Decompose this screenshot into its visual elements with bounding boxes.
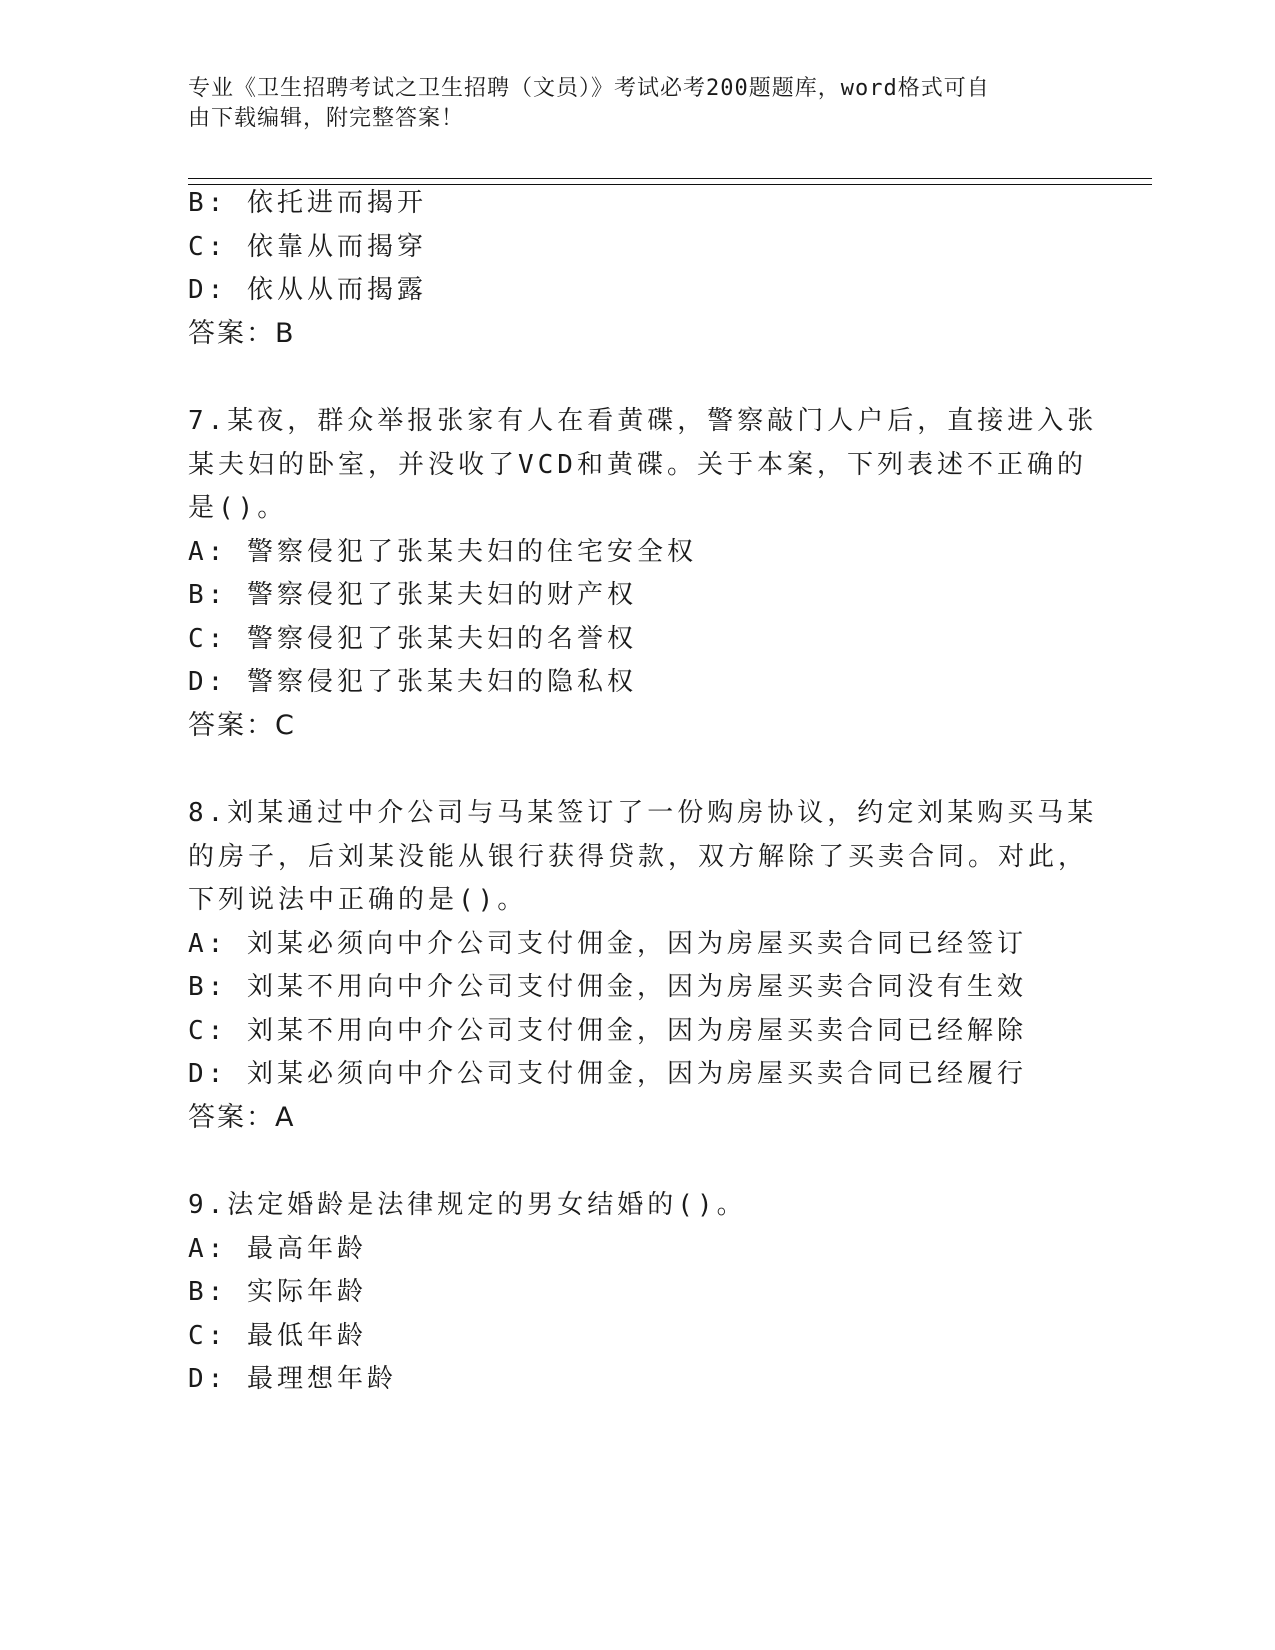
q8-stem-line-2: 的房子，后刘某没能从银行获得贷款，双方解除了买卖合同。对此， bbox=[188, 842, 1089, 872]
q8-stem-line-3: 下列说法中正确的是()。 bbox=[188, 885, 528, 915]
q6-answer: 答案：B bbox=[188, 318, 296, 349]
document-header bbox=[188, 74, 1068, 134]
q7-option-a: A: 警察侵犯了张某夫妇的住宅安全权 bbox=[188, 537, 697, 567]
q9-option-d: D: 最理想年龄 bbox=[188, 1364, 397, 1394]
q7-option-c: C: 警察侵犯了张某夫妇的名誉权 bbox=[188, 624, 637, 654]
q9-option-c: C: 最低年龄 bbox=[188, 1321, 367, 1351]
header-line-1: 专业《卫生招聘考试之卫生招聘（文员）》考试必考200题题库，word格式可自 bbox=[188, 76, 990, 101]
q9-option-a: A: 最高年龄 bbox=[188, 1234, 367, 1264]
q7-stem-line-3: 是()。 bbox=[188, 493, 288, 523]
q8-stem-line-1: 8.刘某通过中介公司与马某签订了一份购房协议，约定刘某购买马某 bbox=[188, 798, 1098, 828]
header-line-2: 由下载编辑，附完整答案！ bbox=[188, 106, 465, 131]
q8-option-b: B: 刘某不用向中介公司支付佣金，因为房屋买卖合同没有生效 bbox=[188, 972, 1027, 1002]
q6-option-c: C: 依靠从而揭穿 bbox=[188, 232, 427, 262]
q7-stem-line-2: 某夫妇的卧室，并没收了VCD和黄碟。关于本案，下列表述不正确的 bbox=[188, 450, 1087, 480]
q7-stem-line-1: 7.某夜，群众举报张家有人在看黄碟，警察敲门人户后，直接进入张 bbox=[188, 406, 1098, 436]
q7-option-d: D: 警察侵犯了张某夫妇的隐私权 bbox=[188, 667, 637, 697]
q6-option-b: B: 依托进而揭开 bbox=[188, 188, 427, 218]
q8-option-a: A: 刘某必须向中介公司支付佣金，因为房屋买卖合同已经签订 bbox=[188, 929, 1027, 959]
q8-answer: 答案：A bbox=[188, 1102, 296, 1133]
header-divider bbox=[188, 178, 1152, 185]
q9-option-b: B: 实际年龄 bbox=[188, 1277, 367, 1307]
q7-answer: 答案：C bbox=[188, 710, 296, 741]
q8-option-d: D: 刘某必须向中介公司支付佣金，因为房屋买卖合同已经履行 bbox=[188, 1059, 1027, 1089]
q9-stem-line-1: 9.法定婚龄是法律规定的男女结婚的()。 bbox=[188, 1190, 747, 1220]
q7-option-b: B: 警察侵犯了张某夫妇的财产权 bbox=[188, 580, 637, 610]
q6-option-d: D: 依从从而揭露 bbox=[188, 275, 427, 305]
q8-option-c: C: 刘某不用向中介公司支付佣金，因为房屋买卖合同已经解除 bbox=[188, 1016, 1027, 1046]
